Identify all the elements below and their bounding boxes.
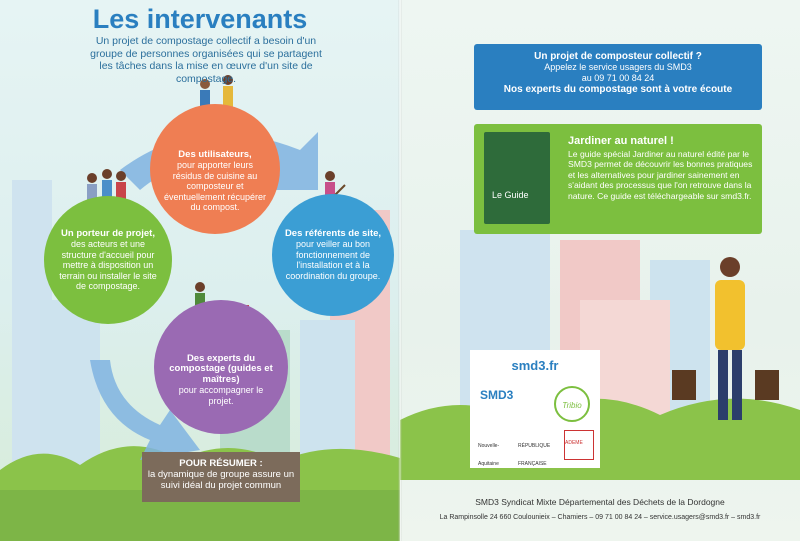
porteur-text: des acteurs et une structure d'accueil pour mettre à disposition un terrain ou installer le site de compostage. — [59, 239, 157, 291]
website-link[interactable]: smd3.fr — [511, 358, 559, 373]
summary-text: la dynamique de groupe assure un suivi idéal du projet commun — [147, 469, 295, 491]
contact-title: Un projet de composteur collectif ? — [534, 51, 702, 62]
ademe-logo: ADEME — [564, 430, 594, 460]
guide-text: Le guide spécial Jardiner au naturel édité par le SMD3 permet de découvrir les bonnes pratiques et les alternatives pour jardiner sainement en s'aidant des processus que l'on retrouve dans la nature. Ce guide est téléchargeable sur smd3.fr. — [568, 148, 753, 201]
page-title: Les intervenants — [92, 4, 308, 34]
porteur-title: Un porteur de projet, — [61, 227, 155, 239]
contact-line3: Nos experts du compostage sont à votre écoute — [503, 84, 733, 95]
guide-book-cover — [484, 132, 550, 224]
experts-text: pour accompagner le projet. — [178, 385, 264, 406]
users-text: pour apporter leurs résidus de cuisine au composteur et éventuellement récupérer du compost. — [163, 160, 267, 212]
right-page — [400, 0, 800, 541]
contact-phone[interactable]: au 09 71 00 84 24 — [581, 73, 655, 83]
guide-title: Jardiner au naturel ! — [568, 135, 674, 147]
footer-address: La Rampinsolle 24 660 Coulounieix – Chamiers – 09 71 00 84 24 – service.usagers@smd3.fr – smd3.fr — [439, 514, 761, 521]
tribio-logo: Tribio — [554, 386, 590, 422]
republique-francaise-logo: RÉPUBLIQUE FRANÇAISE — [518, 443, 551, 467]
summary-title: POUR RÉSUMER : — [179, 458, 263, 469]
referents-text: pour veiller au bon fonctionnement de l'installation et à la coordination du groupe. — [285, 239, 381, 281]
guide-book-title: Le Guide — [492, 190, 529, 200]
users-title: Des utilisateurs, — [178, 148, 252, 160]
logos-panel — [470, 350, 600, 468]
contact-box — [474, 44, 762, 110]
page-fold — [398, 0, 402, 541]
porteur-circle — [44, 196, 172, 324]
guide-box — [474, 124, 762, 234]
footer-organization: SMD3 Syndicat Mixte Départemental des Déchets de la Dordogne — [475, 497, 725, 507]
referents-title: Des référents de site, — [284, 227, 382, 239]
experts-circle — [154, 300, 288, 434]
referents-circle — [272, 194, 394, 316]
contact-line1: Appelez le service usagers du SMD3 — [544, 62, 692, 72]
experts-title: Des experts du compostage (guides et maîtres) — [169, 352, 273, 385]
users-circle — [150, 104, 280, 234]
region-logo: Nouvelle-Aquitaine — [478, 443, 500, 467]
intro-text: Un projet de compostage collectif a besoin d'un groupe de personnes organisées qui se partagent les tâches dans la mise en œuvre d'un site de compostage. — [90, 35, 322, 85]
smd3-logo: SMD3 — [480, 388, 514, 402]
summary-box — [142, 452, 300, 502]
